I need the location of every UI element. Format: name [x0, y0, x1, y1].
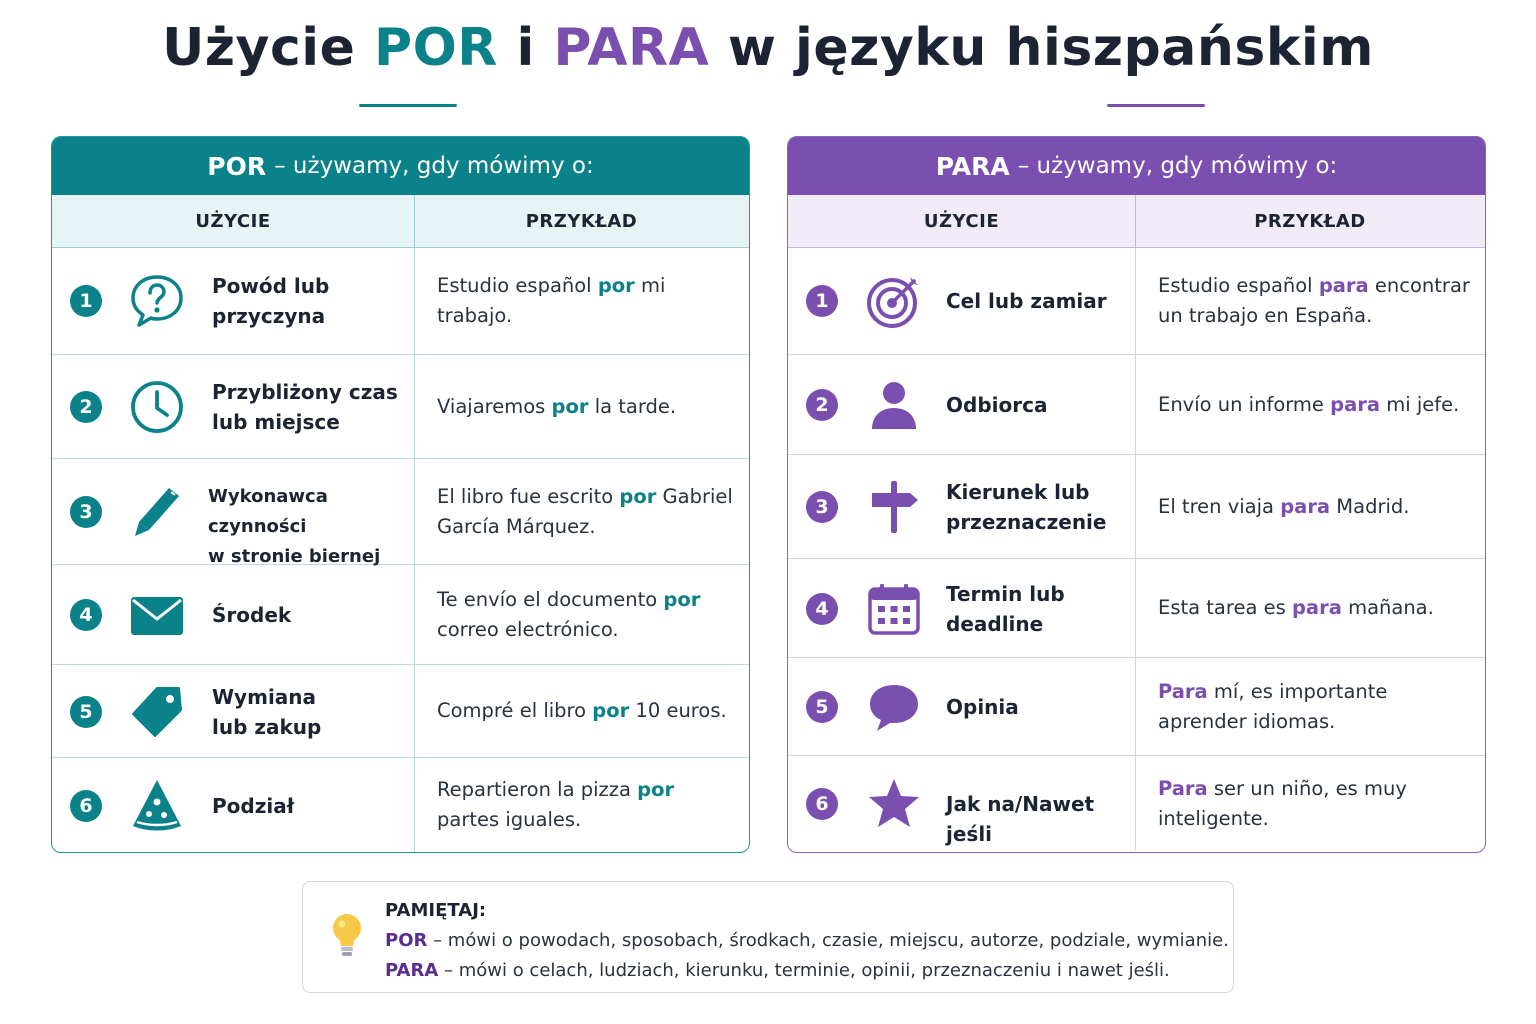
para-example-text: [1158, 677, 1470, 737]
para-col-example: PRZYKŁAD: [1254, 210, 1366, 232]
por-row-6: [52, 757, 749, 852]
por-example-after: la tarde.: [588, 394, 677, 418]
para-example-before: Esta tarea es: [1158, 596, 1292, 619]
por-example-after: correo electrónico.: [437, 617, 619, 641]
para-panel: [787, 136, 1486, 853]
para-rows: [788, 248, 1485, 851]
por-example-before: Compré el libro: [437, 699, 593, 722]
para-use-label: [946, 286, 1107, 316]
por-example-keyword: por: [597, 274, 635, 297]
lightbulb-icon: [327, 910, 367, 960]
por-example-keyword: por: [619, 484, 657, 508]
note-por-keyword: POR: [385, 930, 428, 951]
pencil-icon: [127, 482, 187, 542]
por-use-label-line1: Wykonawca czynności: [208, 486, 328, 537]
por-use-cell: [52, 248, 415, 354]
para-row-1: [788, 248, 1485, 354]
por-example-before: El libro fue escrito: [437, 484, 620, 508]
por-use-label-line1: Wymiana: [212, 684, 317, 709]
por-use-label: [212, 682, 321, 742]
por-row-number: 4: [70, 599, 102, 631]
para-row-3: [788, 454, 1485, 558]
por-example-cell: [415, 665, 748, 757]
para-use-cell: [788, 756, 1136, 851]
note-por-text: – mówi o powodach, sposobach, środkach, czasie, miejscu, autorze, podziale, wymianie.: [427, 930, 1229, 951]
por-row-5: [52, 664, 749, 757]
para-example-after: mi jefe.: [1380, 392, 1460, 416]
por-example-keyword: por: [592, 699, 630, 722]
por-example-cell: [415, 565, 748, 664]
title-mid: i: [516, 18, 535, 78]
por-example-text: [437, 775, 734, 835]
por-example-before: Repartieron la pizza: [437, 778, 638, 801]
por-example-after: 10 euros.: [629, 699, 727, 722]
para-use-cell: [788, 455, 1136, 558]
target-icon: [864, 271, 924, 331]
por-header-text: – używamy, gdy mówimy o:: [274, 153, 594, 179]
por-use-label-line1: Powód lub: [212, 274, 330, 298]
por-use-cell: [52, 565, 415, 664]
para-example-cell: [1136, 355, 1484, 454]
por-row-number: 5: [70, 696, 102, 728]
por-panel-header: [52, 137, 749, 195]
por-use-label-line2: przyczyna: [212, 304, 326, 328]
para-example-text: [1158, 271, 1470, 331]
por-example-before: Estudio español: [437, 274, 598, 297]
para-row-number: 5: [806, 691, 838, 723]
calendar-icon: [864, 579, 924, 639]
para-example-after: mañana.: [1341, 596, 1434, 619]
para-use-label-line2: deadline: [946, 611, 1044, 636]
para-use-label-line2: przeznaczenie: [946, 510, 1107, 534]
para-header-keyword: PARA: [935, 151, 1010, 181]
para-example-cell: [1136, 248, 1484, 354]
por-use-label: [208, 482, 414, 572]
speech-bubble-icon: [864, 677, 924, 737]
para-use-label-line1: Termin lub: [946, 581, 1065, 606]
por-use-label: [212, 377, 398, 437]
por-example-cell: [415, 758, 748, 852]
por-use-label-line2: lub zakup: [212, 714, 322, 739]
title-underline-para: [1107, 104, 1205, 107]
por-use-cell: [52, 355, 415, 458]
para-example-keyword: para: [1330, 392, 1381, 416]
por-panel: [51, 136, 750, 853]
para-example-after: ser un niño, es muy inteligente.: [1158, 776, 1407, 830]
para-example-cell: [1136, 455, 1484, 558]
title-pre: Użycie: [162, 18, 356, 78]
por-row-number: 1: [70, 285, 102, 317]
para-example-text: [1158, 593, 1434, 623]
por-use-label-line2: lub miejsce: [212, 410, 340, 434]
para-use-label-line1: Cel lub zamiar: [946, 289, 1107, 313]
por-row-number: 2: [70, 391, 102, 423]
para-row-number: 4: [806, 593, 838, 625]
para-row-2: [788, 354, 1485, 454]
para-example-before: El tren viaja: [1158, 494, 1281, 518]
para-use-cell: [788, 559, 1136, 657]
por-use-label-line1: Podział: [212, 793, 295, 818]
para-example-keyword: Para: [1158, 776, 1208, 800]
por-row-4: [52, 564, 749, 664]
para-col-use: UŻYCIE: [788, 195, 1136, 247]
para-use-label: [946, 390, 1047, 420]
por-example-text: [437, 271, 734, 331]
note-heading: PAMIĘTAJ:: [385, 900, 487, 921]
clock-icon: [127, 377, 187, 437]
por-use-cell: [52, 758, 415, 852]
para-example-keyword: para: [1291, 596, 1342, 619]
para-use-cell: [788, 658, 1136, 755]
envelope-icon: [127, 585, 187, 645]
por-row-number: 3: [70, 496, 102, 528]
por-example-text: [437, 482, 734, 542]
para-row-4: [788, 558, 1485, 657]
por-example-after: Gabriel García Márquez.: [437, 484, 733, 538]
page-title: [0, 18, 1536, 78]
para-use-cell: [788, 248, 1136, 354]
para-use-label-line1: Odbiorca: [946, 393, 1048, 417]
para-example-after: Madrid.: [1330, 494, 1410, 518]
para-example-text: [1158, 492, 1409, 522]
star-icon: [864, 774, 924, 834]
para-example-cell: [1136, 756, 1484, 851]
para-use-label-line1: Opinia: [946, 695, 1019, 719]
para-use-label: [946, 579, 1065, 639]
para-example-cell: [1136, 658, 1484, 755]
para-example-after: mí, es importante aprender idiomas.: [1158, 679, 1388, 733]
por-row-1: [52, 248, 749, 354]
price-tag-icon: [127, 682, 187, 742]
para-use-label: [946, 789, 1135, 849]
para-example-keyword: Para: [1158, 679, 1208, 703]
para-use-label: [946, 692, 1019, 722]
para-use-label-line1: Kierunek lub: [946, 480, 1090, 504]
por-example-before: Te envío el documento: [437, 587, 664, 611]
para-row-6: [788, 755, 1485, 851]
por-example-cell: [415, 248, 748, 354]
title-por: POR: [373, 18, 498, 78]
para-column-headers: [788, 195, 1485, 248]
por-example-keyword: por: [663, 587, 701, 611]
para-example-keyword: para: [1280, 494, 1331, 518]
person-icon: [864, 375, 924, 435]
por-column-headers: [52, 195, 749, 248]
para-row-number: 6: [806, 788, 838, 820]
por-example-after: mi trabajo.: [437, 274, 666, 327]
por-use-label: [212, 600, 291, 630]
signpost-icon: [864, 477, 924, 537]
por-example-keyword: por: [551, 394, 589, 418]
para-example-cell: [1136, 559, 1484, 657]
para-example-after: encontrar un trabajo en España.: [1158, 274, 1470, 327]
por-row-number: 6: [70, 790, 102, 822]
por-col-use: UŻYCIE: [52, 195, 415, 247]
para-panel-header: [788, 137, 1485, 195]
por-row-2: [52, 354, 749, 458]
para-example-keyword: para: [1318, 274, 1369, 297]
para-row-number: 2: [806, 389, 838, 421]
para-use-label-line1: Jak na/Nawet jeśli: [946, 792, 1095, 846]
por-example-text: [437, 392, 676, 422]
title-underline-por: [359, 104, 457, 107]
note-line-para: [385, 956, 1229, 986]
por-use-label-line1: Przybliżony czas: [212, 380, 398, 404]
por-use-label-line1: Środek: [212, 603, 292, 627]
por-use-label-line2: w stronie biernej: [208, 546, 381, 567]
por-example-text: [437, 696, 727, 726]
para-example-text: [1158, 390, 1459, 420]
por-use-label: [212, 271, 329, 331]
title-post: w języku hiszpańskim: [727, 18, 1374, 78]
para-use-label: [946, 477, 1106, 537]
pizza-slice-icon: [127, 776, 187, 836]
por-row-3: [52, 458, 749, 567]
por-rows: [52, 248, 749, 852]
por-example-after: partes iguales.: [437, 808, 582, 831]
para-row-number: 3: [806, 491, 838, 523]
por-example-cell: [415, 355, 748, 458]
para-example-text: [1158, 774, 1470, 834]
para-use-cell: [788, 355, 1136, 454]
por-use-cell: [52, 665, 415, 757]
question-bubble-icon: [127, 271, 187, 331]
por-use-cell: [52, 459, 415, 567]
note-line-por: [385, 926, 1229, 956]
para-row-5: [788, 657, 1485, 755]
para-row-number: 1: [806, 285, 838, 317]
por-example-text: [437, 585, 734, 645]
por-header-keyword: POR: [207, 151, 267, 181]
por-col-example: PRZYKŁAD: [525, 210, 638, 232]
para-example-before: Envío un informe: [1158, 392, 1331, 416]
por-example-before: Viajaremos: [437, 394, 552, 418]
por-example-keyword: por: [637, 778, 675, 801]
remember-note: [302, 881, 1234, 993]
note-lines: [385, 896, 1229, 986]
por-example-cell: [415, 459, 748, 564]
note-para-text: – mówi o celach, ludziach, kierunku, terminie, opinii, przeznaczeniu i nawet jeśli.: [438, 960, 1170, 981]
para-example-before: Estudio español: [1158, 274, 1319, 297]
note-para-keyword: PARA: [385, 960, 439, 981]
para-header-text: – używamy, gdy mówimy o:: [1017, 153, 1338, 179]
por-use-label: [212, 791, 294, 821]
title-para: PARA: [553, 18, 710, 78]
